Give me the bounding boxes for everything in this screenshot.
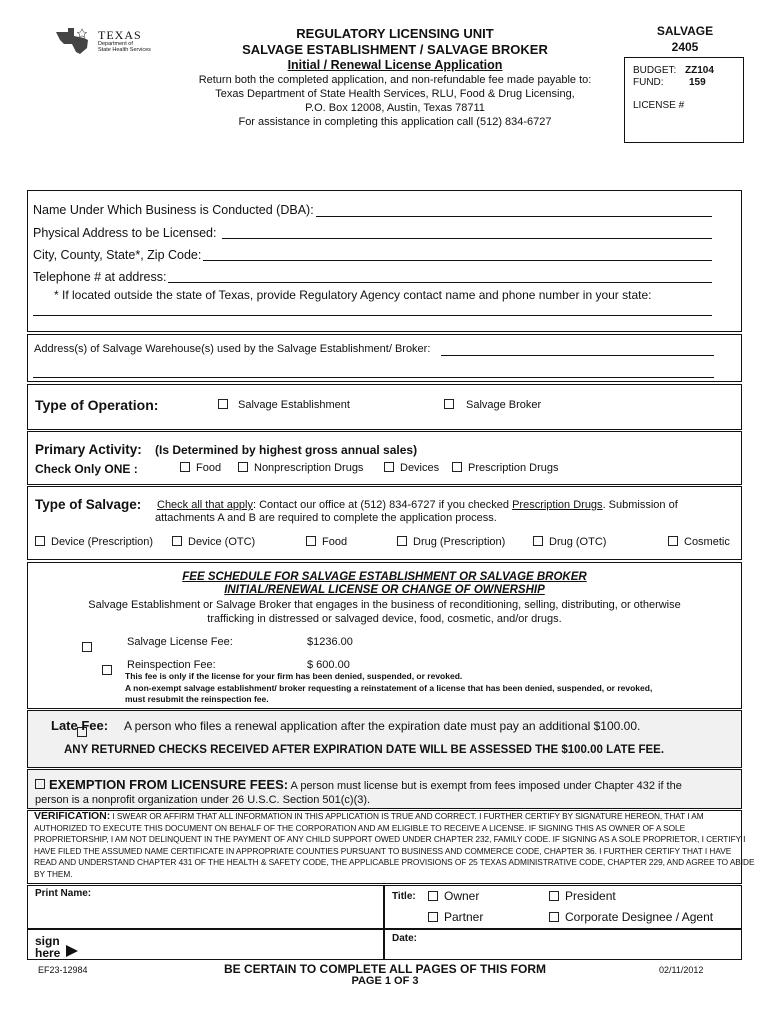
- title-unit: REGULATORY LICENSING UNIT: [296, 26, 494, 41]
- reinspection-note-3: must resubmit the reinspection fee.: [125, 694, 269, 704]
- checkbox-nonprescription[interactable]: [238, 462, 248, 472]
- salvage-option-device-otc[interactable]: [172, 536, 255, 548]
- here-label: here: [35, 946, 61, 960]
- city-label: City, County, State*, Zip Code:: [33, 248, 202, 262]
- checkbox-device-rx[interactable]: [35, 536, 45, 546]
- operation-option-broker[interactable]: [444, 399, 541, 411]
- verification-text-1: I SWEAR OR AFFIRM THAT ALL INFORMATION IN THIS APPLICATION IS TRUE AND CORRECT. I FURTHER CERTIFY BY SIGNATURE HEREON, THAT I AM: [112, 811, 704, 821]
- page-number: PAGE 1 OF 3: [351, 975, 419, 987]
- late-fee-label: Late Fee:: [51, 718, 109, 733]
- late-fee-text: A person who files a renewal application after the expiration date must pay an additional $100.00.: [124, 719, 641, 733]
- warehouse-label: Address(s) of Salvage Warehouse(s) used by the Salvage Establishment/ Broker:: [34, 343, 431, 355]
- checkbox-prescription[interactable]: [452, 462, 462, 472]
- side-code: 2405: [671, 40, 699, 54]
- salvage-type-label: Type of Salvage:: [35, 497, 142, 512]
- exemption-line-1: [35, 776, 682, 794]
- title-label: Title:: [392, 891, 416, 902]
- budget-label: BUDGET:: [633, 65, 677, 76]
- option-label: Owner: [444, 889, 480, 903]
- date-label: Date:: [392, 933, 418, 944]
- warehouse-input-1[interactable]: [441, 341, 714, 356]
- option-label: Prescription Drugs: [468, 462, 559, 474]
- subtitle-text: Initial / Renewal License Application: [287, 58, 503, 72]
- checkbox-devices[interactable]: [384, 462, 394, 472]
- title-option-owner[interactable]: [428, 889, 479, 903]
- fee-title-1: FEE SCHEDULE FOR SALVAGE ESTABLISHMENT OR SALVAGE BROKER: [182, 571, 587, 583]
- instruction-2: Texas Department of State Health Services, RLU, Food & Drug Licensing,: [215, 88, 575, 100]
- license-number-label: [633, 100, 684, 111]
- texas-map-icon: [54, 26, 94, 56]
- license-fee-amount: $1236.00: [307, 636, 353, 648]
- option-label: Device (OTC): [188, 536, 256, 548]
- option-label: Cosmetic: [684, 536, 730, 548]
- checkbox-food[interactable]: [180, 462, 190, 472]
- checkbox-salvage-food[interactable]: [306, 536, 316, 546]
- verification-text: [34, 810, 755, 881]
- dba-label: Name Under Which Business is Conducted (DBA):: [33, 203, 314, 217]
- option-label: President: [565, 889, 616, 903]
- option-label: Salvage Establishment: [238, 399, 350, 411]
- option-label: Nonprescription Drugs: [254, 462, 364, 474]
- phone-label: Telephone # at address:: [33, 270, 167, 284]
- activity-section: [27, 431, 742, 485]
- agency-logo: [54, 26, 164, 58]
- checkbox-drug-otc[interactable]: [533, 536, 543, 546]
- arrow-right-icon: [66, 945, 78, 957]
- date-box[interactable]: [384, 929, 742, 960]
- salvage-option-cosmetic[interactable]: [668, 536, 730, 548]
- verification-line-3: PROPRIETORSHIP, I AM NOT DELINQUENT IN THE PAYMENT OF ANY CHILD SUPPORT OWED UNDER CHAPTER 232, FAMILY CODE. IF SIGNING AS A SOLE PROPRIETOR, I CERTIFY I: [34, 834, 746, 845]
- regulatory-contact-input[interactable]: [33, 301, 712, 316]
- license-number-text: LICENSE #: [633, 100, 685, 111]
- activity-check-label: Check Only ONE :: [35, 462, 138, 476]
- title-form: SALVAGE ESTABLISHMENT / SALVAGE BROKER: [242, 42, 548, 57]
- checkbox-license-fee[interactable]: [82, 642, 92, 652]
- option-label: Devices: [400, 462, 440, 474]
- exemption-label: EXEMPTION FROM LICENSURE FEES:: [49, 777, 289, 792]
- phone-input[interactable]: [168, 268, 712, 283]
- checkbox-drug-rx[interactable]: [397, 536, 407, 546]
- instruction-4: For assistance in completing this application call (512) 834-6727: [238, 116, 552, 128]
- checkbox-establishment[interactable]: [218, 399, 228, 409]
- reinspection-note-2: A non-exempt salvage establishment/ broker requesting a reinstatement of a license that has been denied, suspended, or revoked,: [125, 683, 653, 693]
- checkbox-president[interactable]: [549, 891, 559, 901]
- checkbox-agent[interactable]: [549, 912, 559, 922]
- desc-text-2: . Submission of: [602, 499, 678, 511]
- verification-line-4: HAVE FILED THE ASSUMED NAME CERTIFICATE IN APPROPRIATE COUNTIES PURSUANT TO BUSINESS AND COMMERCE CODE, CHAPTER 36. I FURTHER CERTIFY THAT I HAVE: [34, 845, 732, 856]
- footer-notice: BE CERTAIN TO COMPLETE ALL PAGES OF THIS FORM: [223, 962, 546, 976]
- fee-desc-2: trafficking in distressed or salvaged device, food, cosmetic, and/or drugs.: [207, 613, 562, 625]
- budget-value: ZZ104: [685, 65, 714, 76]
- title-option-president[interactable]: [549, 889, 616, 903]
- address-input[interactable]: [222, 224, 712, 239]
- activity-option-nonprescription[interactable]: [238, 462, 363, 474]
- late-fee-warning: ANY RETURNED CHECKS RECEIVED AFTER EXPIRATION DATE WILL BE ASSESSED THE $100.00 LATE FEE.: [64, 744, 665, 756]
- reinspection-note-1: This fee is only if the license for your firm has been denied, suspended, or revoked.: [125, 671, 463, 681]
- warehouse-input-2[interactable]: [33, 363, 714, 378]
- checkbox-owner[interactable]: [428, 891, 438, 901]
- checkbox-exemption[interactable]: [35, 779, 45, 789]
- exemption-line-2: person is a nonprofit organization under 26 U.S.C. Section 501(c)(3).: [35, 794, 371, 806]
- verification-line-6: BY THEM.: [34, 868, 73, 879]
- option-label: Drug (Prescription): [413, 536, 506, 548]
- print-name-label: Print Name:: [35, 888, 92, 899]
- option-label: Food: [322, 536, 348, 548]
- logo-department: Department of: [98, 41, 133, 47]
- logo-texas: TEXAS: [98, 28, 142, 42]
- activity-option-food[interactable]: [180, 462, 221, 474]
- activity-note: (Is Determined by highest gross annual sales): [155, 443, 418, 457]
- out-of-state-note: * If located outside the state of Texas, provide Regulatory Agency contact name and phone number in your state:: [54, 288, 652, 302]
- fee-desc-1: Salvage Establishment or Salvage Broker that engages in the business of reconditioning, selling, distributing, or otherwise: [88, 599, 681, 611]
- logo-agency: State Health Services: [98, 47, 151, 53]
- operation-label: Type of Operation:: [35, 397, 159, 413]
- presc-text: Prescription Drugs: [512, 499, 603, 511]
- salvage-option-drug-rx[interactable]: [397, 536, 505, 548]
- operation-option-establishment[interactable]: [218, 399, 350, 411]
- dba-input[interactable]: [316, 202, 712, 217]
- verification-line-1: [34, 811, 742, 823]
- salvage-type-desc-2: attachments A and B are required to complete the application process.: [155, 512, 497, 524]
- option-label: Device (Prescription): [51, 536, 154, 548]
- salvage-type-desc: [157, 499, 678, 511]
- instruction-3: P.O. Box 12008, Austin, Texas 78711: [305, 102, 485, 114]
- desc-text: : Contact our office at (512) 834-6727 if you checked: [253, 499, 513, 511]
- side-title: SALVAGE: [656, 24, 714, 38]
- verification-line-2: AUTHORIZED TO EXECUTE THIS DOCUMENT ON BEHALF OF THE CORPORATION AND AM ELIGIBLE TO RECEIVE A LICENSE. IF SIGNING THIS AS OWNER OF A SOLE: [34, 822, 686, 833]
- checkbox-reinspection-fee[interactable]: [102, 665, 112, 675]
- office-use-box: [624, 57, 744, 143]
- instruction-1: Return both the completed application, and non-refundable fee made payable to:: [198, 74, 592, 86]
- activity-label: Primary Activity:: [35, 442, 142, 457]
- verification-label: VERIFICATION:: [34, 810, 111, 822]
- checkbox-broker[interactable]: [444, 399, 454, 409]
- fund-label: FUND:: [633, 77, 664, 88]
- city-input[interactable]: [203, 246, 712, 261]
- check-all-text: Check all that apply: [157, 499, 253, 511]
- option-label: Food: [196, 462, 222, 474]
- option-label: Salvage Broker: [466, 399, 542, 411]
- salvage-option-food[interactable]: [306, 536, 347, 548]
- checkbox-partner[interactable]: [428, 912, 438, 922]
- salvage-option-device-rx[interactable]: [35, 536, 153, 548]
- form-date: 02/11/2012: [659, 965, 704, 975]
- checkbox-device-otc[interactable]: [172, 536, 182, 546]
- title-option-partner[interactable]: [428, 910, 483, 924]
- reinspection-fee-amount: $ 600.00: [307, 659, 350, 671]
- form-id: EF23-12984: [38, 965, 88, 975]
- option-label: Partner: [444, 910, 484, 924]
- activity-option-prescription[interactable]: [452, 462, 558, 474]
- option-label: Corporate Designee / Agent: [565, 910, 714, 924]
- signature-box[interactable]: [27, 929, 384, 960]
- address-label: Physical Address to be Licensed:: [33, 226, 217, 240]
- license-fee-label: Salvage License Fee:: [127, 636, 233, 648]
- verification-line-5: READ AND UNDERSTAND CHAPTER 431 OF THE HEALTH & SAFETY CODE, THE APPLICABLE PROVISIONS OF 25 TEXAS ADMINISTRATIVE CODE, CHAPTER 229, AND AGREE TO ABIDE: [34, 857, 755, 868]
- fund-value: 159: [689, 77, 706, 88]
- option-label: Drug (OTC): [549, 536, 607, 548]
- activity-option-devices[interactable]: [384, 462, 439, 474]
- checkbox-cosmetic[interactable]: [668, 536, 678, 546]
- reinspection-fee-label: Reinspection Fee:: [127, 659, 216, 671]
- fee-title-2: INITIAL/RENEWAL LICENSE OR CHANGE OF OWNERSHIP: [224, 584, 545, 596]
- exemption-text: A person must license but is exempt from fees imposed under Chapter 432 if the: [288, 780, 682, 792]
- title-option-agent[interactable]: [549, 910, 713, 924]
- sign-label: sign: [35, 934, 60, 948]
- salvage-option-drug-otc[interactable]: [533, 536, 606, 548]
- subtitle: [170, 58, 620, 72]
